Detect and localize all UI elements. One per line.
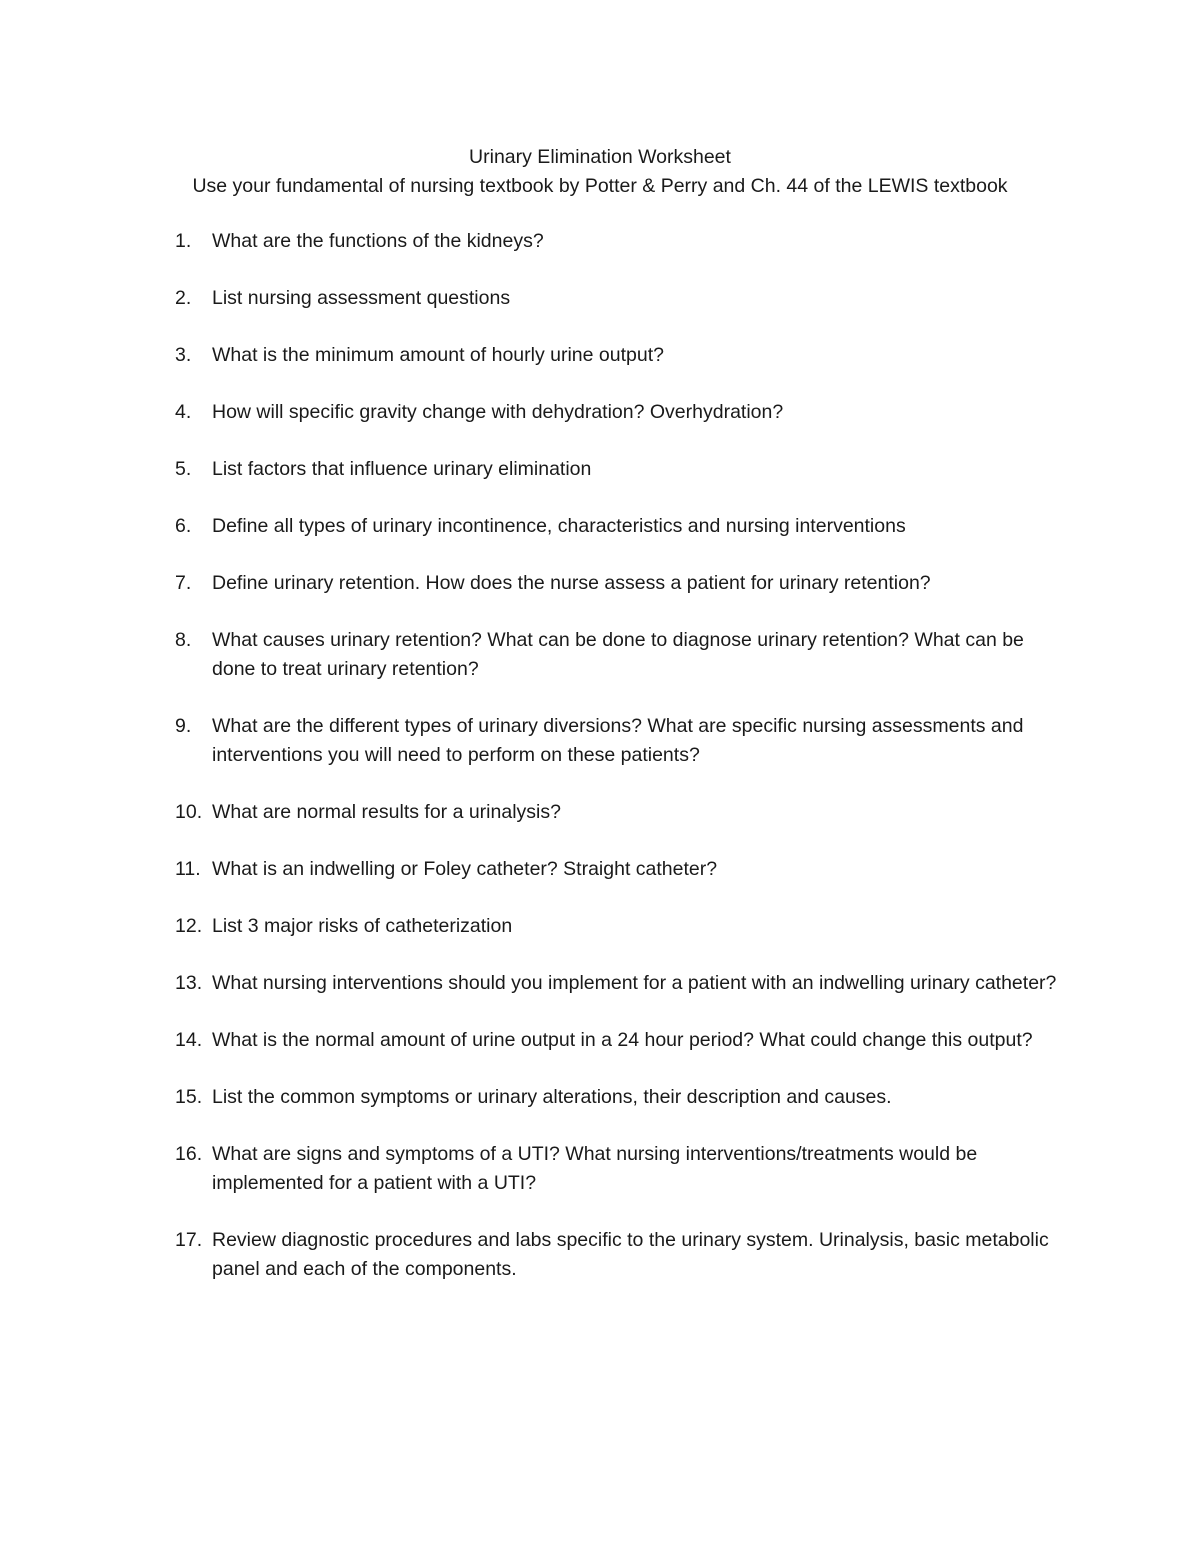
question-number: 5. bbox=[175, 458, 192, 480]
question-number: 7. bbox=[175, 572, 192, 594]
question-text: List nursing assessment questions bbox=[212, 287, 511, 309]
question-item-1 bbox=[0, 227, 1200, 256]
question-text: What nursing interventions should you implement for a patient with an indwelling urinary catheter? bbox=[212, 972, 1057, 994]
question-number: 15. bbox=[175, 1086, 203, 1108]
question-number: 3. bbox=[175, 344, 192, 366]
question-text: What is the minimum amount of hourly urine output? bbox=[212, 344, 664, 366]
question-text: What is an indwelling or Foley catheter? Straight catheter? bbox=[212, 858, 718, 880]
question-list bbox=[0, 227, 1200, 1312]
question-number: 17. bbox=[175, 1229, 203, 1251]
question-number: 11. bbox=[175, 858, 201, 880]
question-number: 10. bbox=[175, 801, 203, 823]
question-text: What is the normal amount of urine output in a 24 hour period? What could change this output? bbox=[212, 1029, 1033, 1051]
question-item-11 bbox=[0, 855, 1200, 884]
question-item-6 bbox=[0, 512, 1200, 541]
question-item-13 bbox=[0, 969, 1200, 998]
question-item-5 bbox=[0, 455, 1200, 484]
question-number: 1. bbox=[175, 230, 192, 252]
question-item-7 bbox=[0, 569, 1200, 598]
question-item-10 bbox=[0, 798, 1200, 827]
question-text: What are the different types of urinary diversions? What are specific nursing assessments and interventions you will need to perform on these patients? bbox=[212, 715, 1024, 766]
question-item-17 bbox=[0, 1226, 1200, 1284]
question-number: 8. bbox=[175, 629, 192, 651]
question-text: List 3 major risks of catheterization bbox=[212, 915, 513, 937]
question-item-15 bbox=[0, 1083, 1200, 1112]
question-text: What causes urinary retention? What can be done to diagnose urinary retention? What can be done to treat urinary retention? bbox=[212, 629, 1024, 680]
question-number: 12. bbox=[175, 915, 203, 937]
question-number: 2. bbox=[175, 287, 192, 309]
question-item-3 bbox=[0, 341, 1200, 370]
question-number: 14. bbox=[175, 1029, 203, 1051]
question-text: Review diagnostic procedures and labs specific to the urinary system. Urinalysis, basic metabolic panel and each of the components. bbox=[212, 1229, 1049, 1280]
question-number: 6. bbox=[175, 515, 192, 537]
document-header bbox=[0, 143, 1200, 201]
question-text: List factors that influence urinary elimination bbox=[212, 458, 592, 480]
question-text: How will specific gravity change with dehydration? Overhydration? bbox=[212, 401, 784, 423]
question-number: 9. bbox=[175, 715, 192, 737]
question-text: What are the functions of the kidneys? bbox=[212, 230, 544, 252]
question-item-9 bbox=[0, 712, 1200, 770]
question-item-16 bbox=[0, 1140, 1200, 1198]
question-item-14 bbox=[0, 1026, 1200, 1055]
question-text: Define all types of urinary incontinence, characteristics and nursing interventions bbox=[212, 515, 906, 537]
question-number: 4. bbox=[175, 401, 192, 423]
document-title: Urinary Elimination Worksheet bbox=[469, 146, 731, 168]
question-number: 16. bbox=[175, 1143, 203, 1165]
question-text: What are signs and symptoms of a UTI? What nursing interventions/treatments would be implemented for a patient with a UTI? bbox=[212, 1143, 978, 1194]
question-item-4 bbox=[0, 398, 1200, 427]
question-item-2 bbox=[0, 284, 1200, 313]
question-text: List the common symptoms or urinary alterations, their description and causes. bbox=[212, 1086, 892, 1108]
question-item-8 bbox=[0, 626, 1200, 684]
question-text: What are normal results for a urinalysis? bbox=[212, 801, 561, 823]
question-text: Define urinary retention. How does the nurse assess a patient for urinary retention? bbox=[212, 572, 931, 594]
question-item-12 bbox=[0, 912, 1200, 941]
document-subtitle: Use your fundamental of nursing textbook by Potter & Perry and Ch. 44 of the LEWIS textbook bbox=[192, 175, 1008, 197]
question-number: 13. bbox=[175, 972, 203, 994]
